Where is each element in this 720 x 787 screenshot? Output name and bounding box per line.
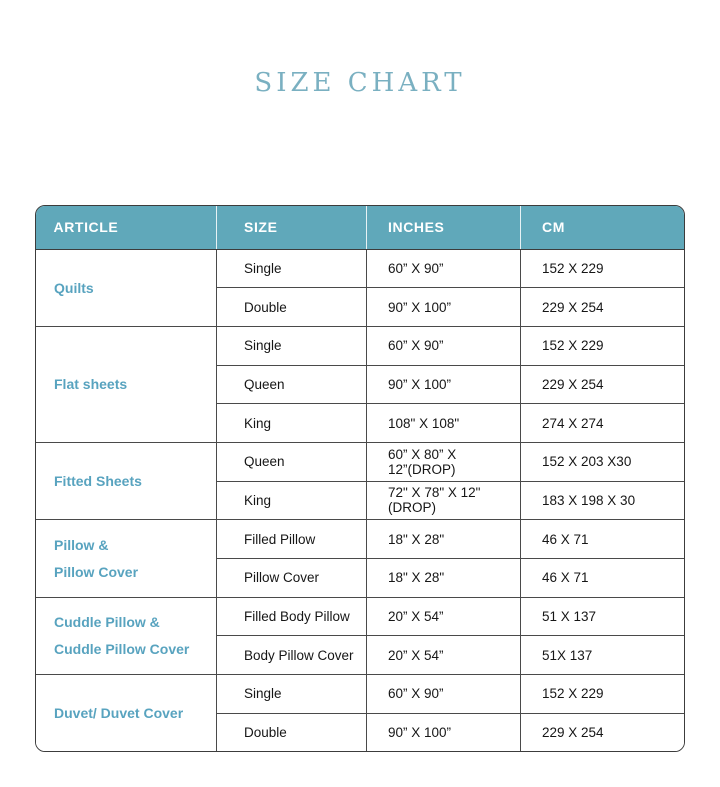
table-row bbox=[36, 675, 686, 714]
article-label: Pillow & bbox=[54, 537, 109, 553]
cm-cell: 46 X 71 bbox=[521, 520, 686, 559]
article-label: Pillow Cover bbox=[54, 564, 139, 580]
inches-cell: 18" X 28" bbox=[367, 559, 521, 598]
size-cell: Queen bbox=[217, 442, 367, 481]
cm-cell: 152 X 229 bbox=[521, 249, 686, 288]
article-label: Quilts bbox=[54, 279, 94, 296]
inches-cell: 60” X 80” X 12”(DROP) bbox=[367, 442, 521, 481]
cm-cell: 51 X 137 bbox=[521, 597, 686, 636]
size-cell: Double bbox=[217, 288, 367, 327]
header-row bbox=[36, 205, 686, 249]
article-label: Cuddle Pillow Cover bbox=[54, 641, 190, 658]
article-cell-pillow bbox=[36, 520, 217, 597]
article-label: Flat sheets bbox=[54, 376, 128, 393]
article-cell-quilts bbox=[36, 249, 217, 326]
size-chart bbox=[35, 205, 685, 752]
size-chart-table bbox=[35, 205, 685, 752]
page-title: SIZE CHART bbox=[254, 68, 466, 98]
inches-cell: 60” X 90” bbox=[367, 249, 521, 288]
article-cell-fitted-sheets bbox=[36, 442, 217, 519]
table-row bbox=[36, 597, 686, 636]
size-cell: Double bbox=[217, 713, 367, 752]
cm-cell: 274 X 274 bbox=[521, 404, 686, 443]
size-cell: Single bbox=[217, 675, 367, 714]
inches-cell: 18" X 28" bbox=[367, 520, 521, 559]
header-cm: CM bbox=[521, 205, 686, 249]
table-row bbox=[36, 249, 686, 288]
header-inches: INCHES bbox=[367, 205, 521, 249]
inches-cell: 60” X 90” bbox=[367, 675, 521, 714]
cm-cell: 152 X 203 X30 bbox=[521, 442, 686, 481]
inches-cell: 20” X 54” bbox=[367, 597, 521, 636]
inches-cell: 90” X 100” bbox=[367, 288, 521, 327]
cm-cell: 229 X 254 bbox=[521, 365, 686, 404]
cm-cell: 152 X 229 bbox=[521, 675, 686, 714]
article-cell-cuddle-pillow bbox=[36, 597, 217, 674]
article-cell-duvet bbox=[36, 675, 217, 752]
size-cell: Single bbox=[217, 249, 367, 288]
header-article: ARTICLE bbox=[36, 205, 217, 249]
table-row bbox=[36, 520, 686, 559]
header-size: SIZE bbox=[217, 205, 367, 249]
article-label: Duvet/ Duvet Cover bbox=[54, 705, 184, 722]
size-cell: Pillow Cover bbox=[217, 559, 367, 598]
cm-cell: 152 X 229 bbox=[521, 326, 686, 365]
size-cell: Single bbox=[217, 326, 367, 365]
article-cell-flat-sheets bbox=[36, 326, 217, 442]
size-cell: King bbox=[217, 481, 367, 520]
table-row bbox=[36, 442, 686, 481]
cm-cell: 51X 137 bbox=[521, 636, 686, 675]
inches-cell: 90” X 100” bbox=[367, 713, 521, 752]
inches-cell: 90” X 100” bbox=[367, 365, 521, 404]
inches-cell: 108" X 108" bbox=[367, 404, 521, 443]
cm-cell: 229 X 254 bbox=[521, 713, 686, 752]
cm-cell: 229 X 254 bbox=[521, 288, 686, 327]
size-cell: Queen bbox=[217, 365, 367, 404]
size-cell: King bbox=[217, 404, 367, 443]
inches-cell: 20” X 54” bbox=[367, 636, 521, 675]
article-label: Cuddle Pillow & bbox=[54, 614, 160, 631]
inches-cell: 60” X 90” bbox=[367, 326, 521, 365]
table-row bbox=[36, 326, 686, 365]
size-cell: Filled Pillow bbox=[217, 520, 367, 559]
size-cell: Filled Body Pillow bbox=[217, 597, 367, 636]
article-label: Fitted Sheets bbox=[54, 473, 142, 490]
size-cell: Body Pillow Cover bbox=[217, 636, 367, 675]
inches-cell: 72" X 78" X 12"(DROP) bbox=[367, 481, 521, 520]
cm-cell: 46 X 71 bbox=[521, 559, 686, 598]
cm-cell: 183 X 198 X 30 bbox=[521, 481, 686, 520]
